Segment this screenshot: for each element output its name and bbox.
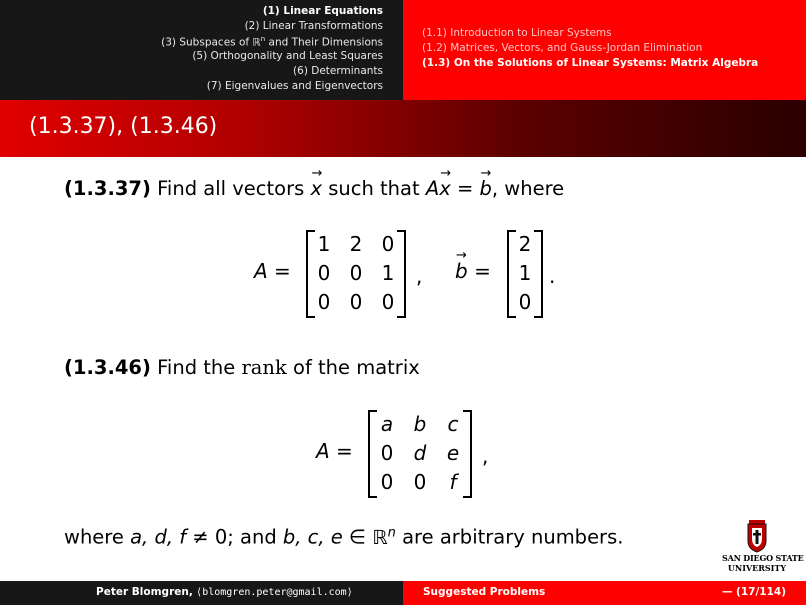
matrix-cell: a <box>380 412 394 436</box>
problem-2-text-post: of the matrix <box>293 356 420 379</box>
vector-cell: 1 <box>518 261 532 285</box>
where-pre: where <box>64 525 124 549</box>
footer-author <box>96 586 353 598</box>
rank-word: rank <box>241 356 287 379</box>
problem-2-condition <box>64 525 623 549</box>
real-space-symbol: ℝ$^n$ <box>372 525 396 549</box>
equals-sign: = <box>456 177 474 200</box>
problem-2-text-pre: Find the <box>157 356 236 379</box>
matrix-cell: 0 <box>349 290 363 314</box>
nav-subsection-1-2[interactable]: (1.2) Matrices, Vectors, and Gauss-Jordan Elimination <box>422 42 703 54</box>
nav-section-5[interactable]: (5) Orthogonality and Least Squares <box>192 50 383 62</box>
nav-section-3-pre: (3) Subspaces of <box>161 36 253 49</box>
var-A: A <box>425 177 440 200</box>
vector-cell: 2 <box>518 232 532 256</box>
matrix-cell: f <box>449 470 457 494</box>
problem-1-number: (1.3.37) <box>64 177 151 200</box>
matrix-cell: 1 <box>317 232 331 256</box>
matrix-cell: 0 <box>380 470 394 494</box>
matrix-cell: 0 <box>317 261 331 285</box>
sdsu-shield-icon <box>722 519 792 553</box>
element-of-symbol: ∈ <box>349 525 366 549</box>
period: . <box>549 264 556 288</box>
nav-section-3[interactable] <box>161 35 383 49</box>
matrix-cell: b <box>413 412 427 436</box>
nav-section-6[interactable]: (6) Determinants <box>293 65 383 77</box>
vector-cell: 0 <box>518 290 532 314</box>
where-post: are arbitrary numbers. <box>402 525 624 549</box>
matrix-cell: c <box>447 412 459 436</box>
matrix-cell: 0 <box>317 290 331 314</box>
problem-2-statement <box>64 356 420 379</box>
nav-section-2[interactable]: (2) Linear Transformations <box>244 20 383 32</box>
logo-line-1: SAN DIEGO STATE <box>722 553 804 563</box>
comma: , <box>482 444 489 468</box>
university-logo <box>722 519 804 577</box>
nav-subsection-1-1[interactable]: (1.1) Introduction to Linear Systems <box>422 27 612 39</box>
problem-1-text-post: , where <box>491 177 565 200</box>
author-email[interactable]: ⟨blomgren.peter@gmail.com⟩ <box>196 587 353 598</box>
subsection-navigation <box>403 0 806 100</box>
frame-title: (1.3.37), (1.3.46) <box>29 114 218 139</box>
vector-x: → x <box>310 166 323 200</box>
nav-section-3-post: and Their Dimensions <box>265 36 383 49</box>
matrix-cell: e <box>446 441 460 465</box>
footer-right <box>403 581 806 605</box>
matrix-cell: 0 <box>349 261 363 285</box>
matrix-cell: 0 <box>381 232 395 256</box>
matrix-A <box>306 230 406 318</box>
footer-left <box>0 581 403 605</box>
matrix-cell: 0 <box>380 441 394 465</box>
vector-b: → b <box>479 166 492 200</box>
vector-arrow-icon: → <box>480 166 492 181</box>
matrix-A2-label: A = <box>316 439 353 463</box>
frame-title-bar <box>0 100 806 157</box>
not-equal-zero: ≠ 0; and <box>192 525 277 549</box>
vector-arrow-icon: → <box>311 166 323 181</box>
matrix-cell: d <box>413 441 427 465</box>
vector-b-label: → b = <box>455 248 491 283</box>
nav-section-3-sup: n <box>260 35 266 43</box>
where-vars-arbitrary: b, c, e <box>282 525 343 549</box>
problem-1-text-mid: such that <box>328 177 420 200</box>
author-name: Peter Blomgren, <box>96 586 193 598</box>
nav-subsection-1-3[interactable]: (1.3) On the Solutions of Linear Systems: Matrix Algebra <box>422 57 759 69</box>
vector-arrow-icon: → <box>456 248 467 263</box>
matrix-cell: 1 <box>381 261 395 285</box>
vector-x-2: → x <box>439 166 452 200</box>
matrix-cell: 0 <box>413 470 427 494</box>
nav-section-3-symbol: ℝ <box>252 36 261 49</box>
matrix-A-label: A = <box>254 259 291 283</box>
nav-section-1[interactable]: (1) Linear Equations <box>262 5 383 17</box>
problem-1-statement <box>64 166 565 200</box>
problem-1-text-pre: Find all vectors <box>157 177 305 200</box>
comma: , <box>416 264 423 288</box>
footer-section[interactable]: Suggested Problems <box>423 586 546 598</box>
matrix-A2 <box>368 410 472 498</box>
where-vars-nonzero: a, d, f <box>130 525 187 549</box>
matrix-cell: 0 <box>381 290 395 314</box>
section-navigation <box>0 0 403 100</box>
matrix-cell: 2 <box>349 232 363 256</box>
problem-2-number: (1.3.46) <box>64 356 151 379</box>
vector-b-column <box>507 230 543 318</box>
footer-page-number: — (17/114) <box>721 586 786 598</box>
nav-section-7[interactable]: (7) Eigenvalues and Eigenvectors <box>206 80 383 92</box>
vector-arrow-icon: → <box>440 166 452 181</box>
logo-line-2: UNIVERSITY <box>727 563 787 573</box>
